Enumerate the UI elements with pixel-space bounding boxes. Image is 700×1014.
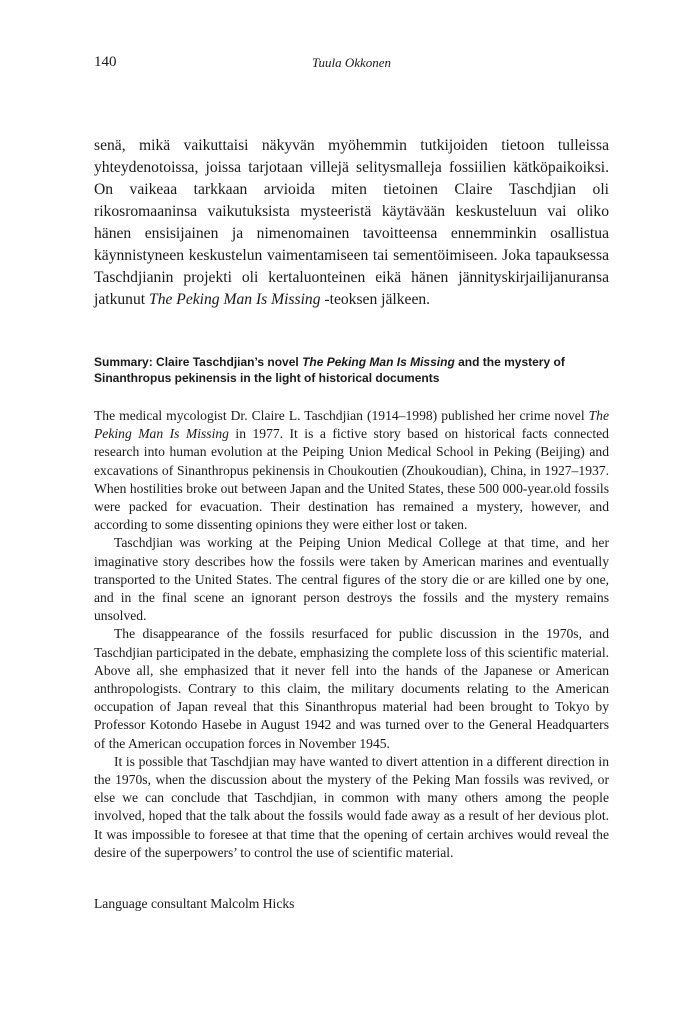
summary-heading-end: and the mystery of Sinanthropus pekinensis in the light of historical documents xyxy=(94,355,565,385)
summary-heading xyxy=(94,355,609,386)
summary-paragraph-2: Taschdjian was working at the Peiping Union Medical College at that time, and her imaginative story describes how the fossils were taken by American marines and eventually transported to the United States. The central figures of the story die or are killed one by one, and in the final scene an ignorant person destroys the fossils and the mystery remains unsolved. xyxy=(94,535,609,624)
language-consultant-note: Language consultant Malcolm Hicks xyxy=(94,896,295,912)
page-number: 140 xyxy=(94,54,117,70)
summary-p1-start: The medical mycologist Dr. Claire L. Taschdjian (1914–1998) published her crime novel xyxy=(94,408,589,423)
summary-paragraph-4: It is possible that Taschdjian may have wanted to divert attention in a different direction in the 1970s, when the discussion about the mystery of the Peking Man fossils was revived, or else we can conclude that Taschdjian, in common with many others among the people involved, hoped that the talk about the fossils would fade away as a result of her devious plot. It was impossible to foresee at that time that the opening of certain archives would reveal the desire of the superpowers’ to control the use of scientific material. xyxy=(94,753,609,860)
summary-paragraph-3: The disappearance of the fossils resurfaced for public discussion in the 1970s, and Taschdjian participated in the debate, emphasizing the complete loss of this scientific material. Above all, she emphasized that it never fell into the hands of the Japanese or American anthropologists. Contrary to this claim, the military documents relating to the American occupation of Japan reveal that this Sinanthropus material had been brought to Tokyo by Professor Kotondo Hasebe in August 1942 and was turned over to the General Headquarters of the American occupation forces in November 1945. xyxy=(94,626,609,751)
finnish-book-title: The Peking Man Is Missing xyxy=(149,291,321,308)
page-header xyxy=(94,54,609,74)
summary-p1-end: in 1977. It is a fictive story based on historical facts connected research into human evolution at the Peiping Union Medical School in Peking (Beijing) and excavations of Sinanthropus pekinensis in Choukoutien (Zhoukoudian), China, in 1927–1937. When hostilities broke out between Japan and the United States, these 500 000-year.old fossils were packed for evacuation. Their destination has remained a mystery, however, and according to some dissenting opinions they were either lost or taken. xyxy=(94,426,609,533)
summary-p1-title: The Peking Man Is Missing xyxy=(94,408,609,442)
finnish-text-end: -teoksen jälkeen. xyxy=(320,291,431,308)
summary-heading-start: Summary: Claire Taschdjian’s novel xyxy=(94,355,303,369)
finnish-text-start: senä, mikä vaikuttaisi näkyvän myöhemmin tutkijoiden tietoon tulleissa yhteydenotoissa, joissa tarjotaan villejä selitysmalleja fossiilien kätköpaikoiksi. On vaikeaa tarkkaan arvioida miten tietoinen Claire Taschdjian oli rikosromaaninsa vaikutuksista mysteeristä käytävään keskusteluun vai oliko hänen ensisijainen ja nimenomainen tavoitteensa ennemminkin osallistua käynnistyneen keskustelun vaimentamiseen tai sementöimiseen. Joka tapauksessa Taschdjianin projekti oli kertaluonteinen eikä hänen jännityskirjailijanuransa jatkunut xyxy=(94,137,609,308)
summary-body xyxy=(94,407,609,862)
running-head-author: Tuula Okkonen xyxy=(311,55,392,70)
summary-heading-title: The Peking Man Is Missing xyxy=(302,355,455,369)
summary-paragraph-1 xyxy=(94,407,609,534)
finnish-closing-paragraph xyxy=(94,135,609,311)
page-body xyxy=(94,135,609,913)
